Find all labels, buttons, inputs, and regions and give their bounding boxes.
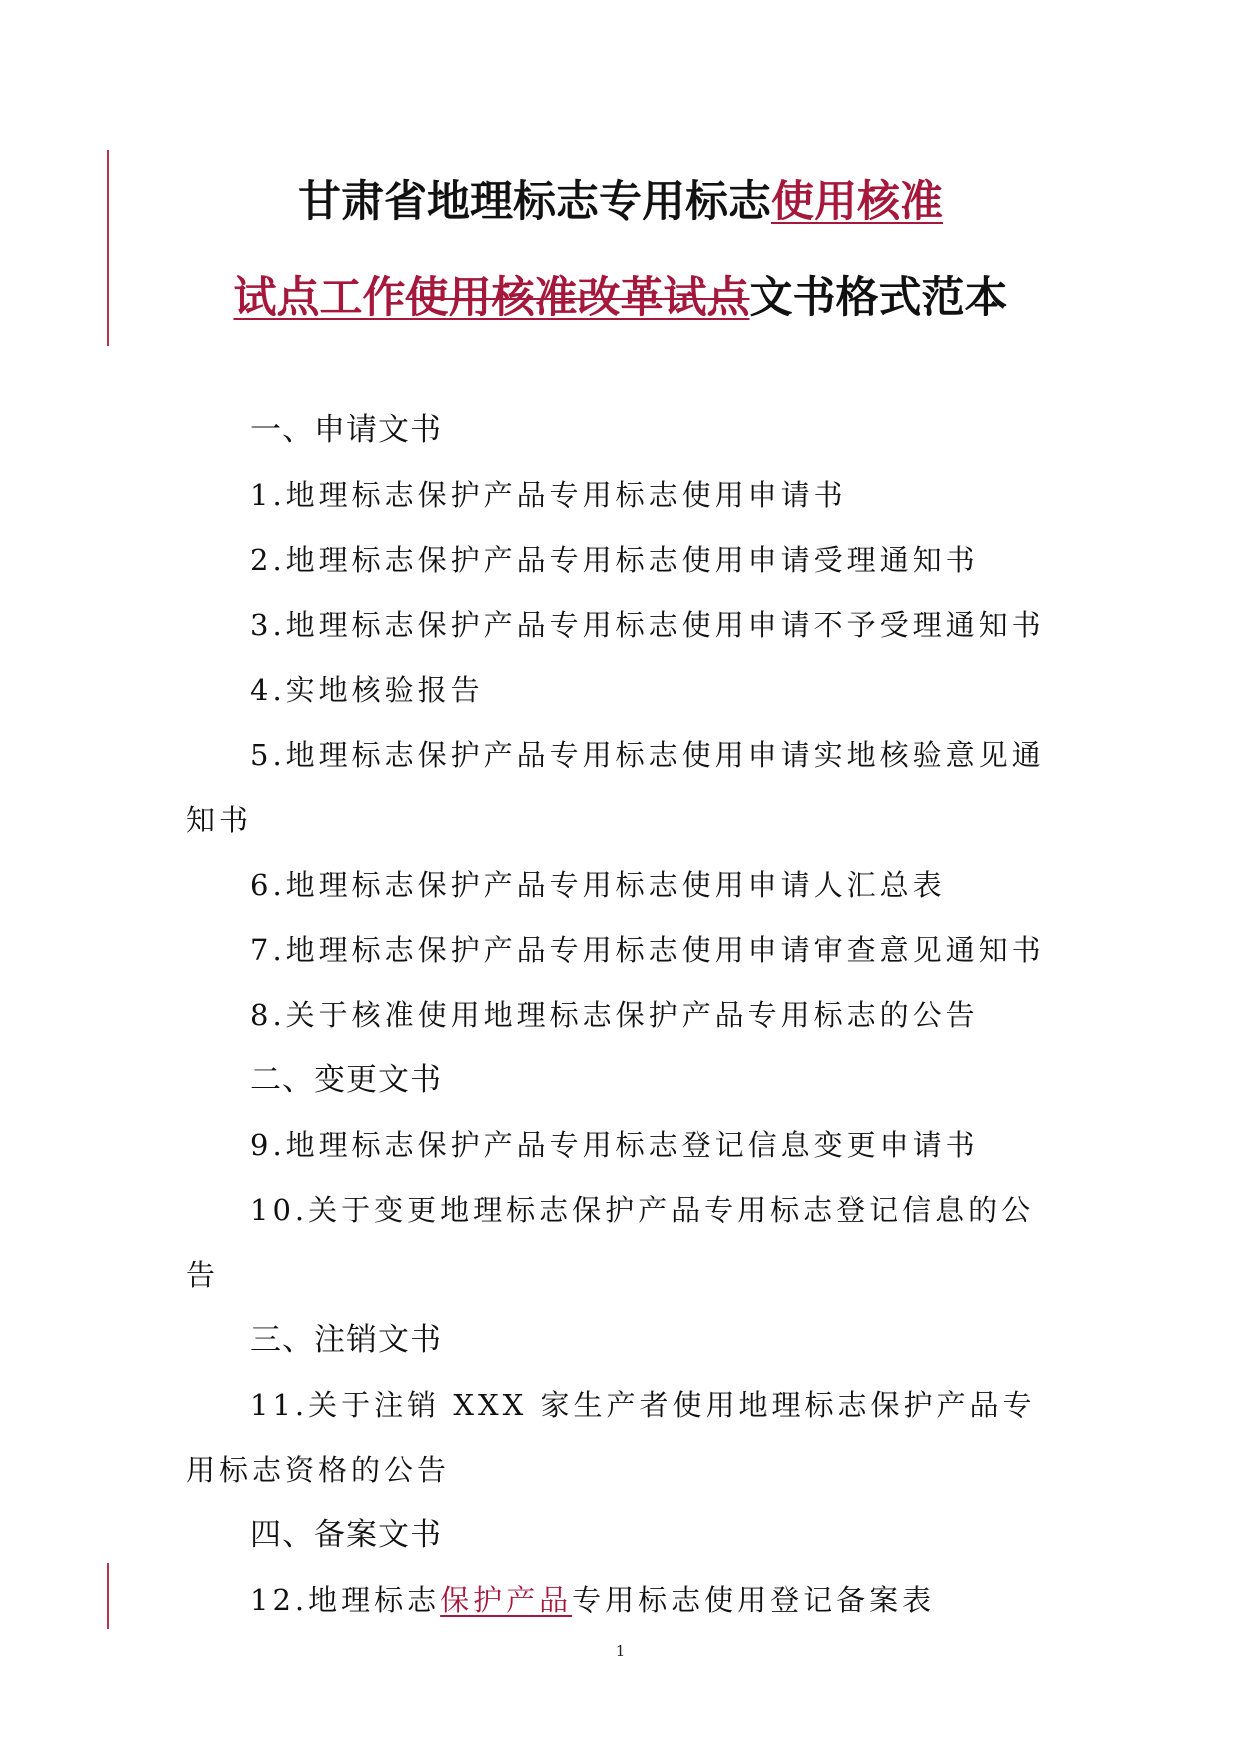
item-text: 专用标志使用登记备案表	[572, 1583, 936, 1617]
title-deleted-text: 使用核准改革试点	[405, 273, 750, 323]
section-heading: 二、变更文书	[250, 1062, 442, 1098]
list-item	[186, 1568, 1066, 1633]
list-item: 9.地理标志保护产品专用标志登记信息变更申请书	[250, 1128, 979, 1162]
change-bar-bottom	[107, 1563, 109, 1629]
title-inserted-text: 使用核准	[771, 177, 943, 227]
title-inserted-text: 试点工作	[233, 273, 406, 323]
list-item: 5.地理标志保护产品专用标志使用申请实地核验意见通知书	[186, 738, 1045, 837]
item-text: 12.地理标志	[250, 1583, 441, 1617]
title-text: 甘肃省地理标志专用标志	[298, 177, 771, 227]
section-heading: 三、注销文书	[250, 1322, 442, 1358]
list-item: 2.地理标志保护产品专用标志使用申请受理通知书	[250, 543, 979, 577]
document-body	[186, 398, 1066, 1633]
list-item: 4.实地核验报告	[250, 673, 484, 707]
item-inserted-text: 保护产品	[440, 1583, 573, 1617]
section-heading: 四、备案文书	[250, 1517, 442, 1553]
title-text: 文书格式范本	[749, 273, 1008, 323]
list-item: 6.地理标志保护产品专用标志使用申请人汇总表	[250, 868, 946, 902]
page-number: 1	[615, 1642, 626, 1660]
document-title-line-2	[0, 268, 1241, 328]
list-item: 10.关于变更地理标志保护产品专用标志登记信息的公告	[186, 1193, 1035, 1292]
section-heading: 一、申请文书	[250, 412, 442, 448]
document-title-line-1	[0, 172, 1241, 232]
list-item: 3.地理标志保护产品专用标志使用申请不予受理通知书	[250, 608, 1045, 642]
list-item: 11.关于注销 XXX 家生产者使用地理标志保护产品专用标志资格的公告	[186, 1388, 1036, 1487]
list-item: 7.地理标志保护产品专用标志使用申请审查意见通知书	[250, 933, 1045, 967]
list-item: 1.地理标志保护产品专用标志使用申请书	[250, 478, 847, 512]
list-item: 8.关于核准使用地理标志保护产品专用标志的公告	[250, 998, 979, 1032]
